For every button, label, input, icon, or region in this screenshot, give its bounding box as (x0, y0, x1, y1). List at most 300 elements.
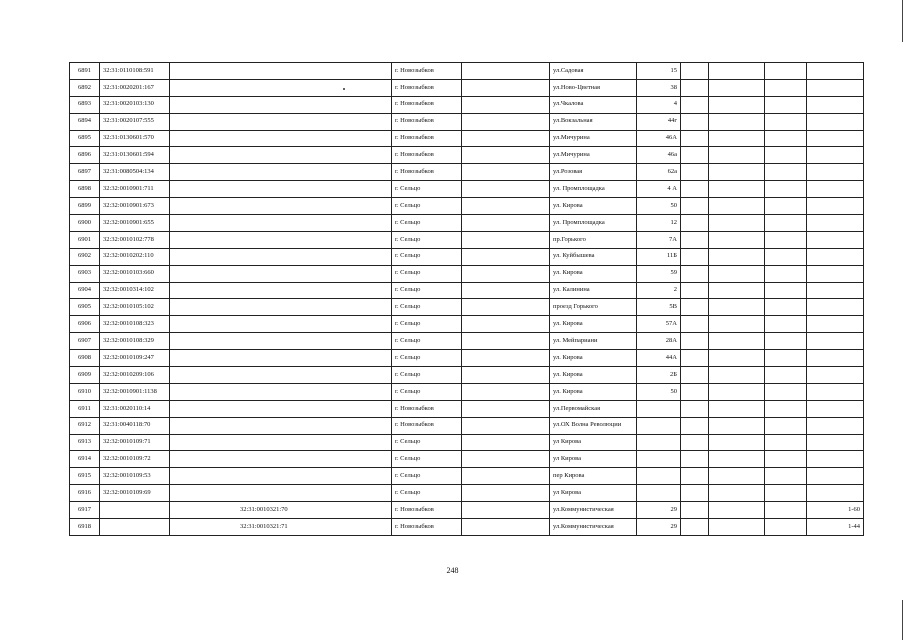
empty-cell (462, 164, 550, 181)
table-row (70, 130, 864, 147)
apartment-range-cell (807, 333, 864, 350)
locality-cell: г. Новозыбков (392, 502, 462, 519)
empty-cell (709, 96, 765, 113)
locality-cell: г. Новозыбков (392, 400, 462, 417)
house-number-cell: 57А (637, 316, 681, 333)
empty-cell (765, 130, 807, 147)
table-row (70, 502, 864, 519)
record-number-cell: 6902 (70, 248, 100, 265)
empty-cell (709, 468, 765, 485)
apartment-range-cell: 1-44 (807, 519, 864, 536)
apartment-range-cell (807, 383, 864, 400)
building-cadastral-cell (170, 130, 392, 147)
empty-cell (462, 63, 550, 80)
house-number-cell: 12 (637, 215, 681, 232)
table-row (70, 519, 864, 536)
house-number-cell: 50 (637, 198, 681, 215)
locality-cell: г. Новозыбков (392, 96, 462, 113)
apartment-range-cell (807, 113, 864, 130)
empty-cell (462, 485, 550, 502)
empty-cell (681, 181, 709, 198)
record-number-cell: 6908 (70, 350, 100, 367)
apartment-range-cell (807, 451, 864, 468)
table-row (70, 96, 864, 113)
building-cadastral-cell (170, 417, 392, 434)
empty-cell (681, 130, 709, 147)
house-number-cell (637, 468, 681, 485)
apartment-range-cell (807, 485, 864, 502)
empty-cell (462, 502, 550, 519)
locality-cell: г. Сельцо (392, 485, 462, 502)
empty-cell (462, 113, 550, 130)
empty-cell (462, 333, 550, 350)
empty-cell (709, 434, 765, 451)
street-cell: ул.Мичурина (550, 130, 637, 147)
cadastral-number-cell (100, 502, 170, 519)
empty-cell (709, 63, 765, 80)
cadastral-number-cell: 32:32:0010103:660 (100, 265, 170, 282)
empty-cell (709, 282, 765, 299)
empty-cell (462, 231, 550, 248)
empty-cell (681, 198, 709, 215)
cadastral-number-cell: 32:32:0010108:323 (100, 316, 170, 333)
register-rows (70, 63, 864, 536)
empty-cell (765, 96, 807, 113)
empty-cell (709, 181, 765, 198)
cadastral-number-cell: 32:32:0010105:102 (100, 299, 170, 316)
street-cell: ул. Кирова (550, 350, 637, 367)
locality-cell: г. Сельцо (392, 231, 462, 248)
house-number-cell: 44г (637, 113, 681, 130)
building-cadastral-cell (170, 333, 392, 350)
house-number-cell: 46а (637, 147, 681, 164)
cadastral-number-cell: 32:31:0130601:570 (100, 130, 170, 147)
record-number-cell: 6905 (70, 299, 100, 316)
building-cadastral-cell (170, 299, 392, 316)
record-number-cell: 6901 (70, 231, 100, 248)
apartment-range-cell (807, 400, 864, 417)
table-row (70, 63, 864, 80)
record-number-cell: 6909 (70, 367, 100, 384)
building-cadastral-cell (170, 282, 392, 299)
street-cell: ул.Мичурина (550, 147, 637, 164)
empty-cell (681, 350, 709, 367)
cadastral-number-cell: 32:32:0010901:1138 (100, 383, 170, 400)
empty-cell (709, 130, 765, 147)
empty-cell (709, 350, 765, 367)
street-cell: ул.ОХ Волна Революции (550, 417, 637, 434)
empty-cell (462, 130, 550, 147)
empty-cell (681, 451, 709, 468)
house-number-cell: 2 (637, 282, 681, 299)
cadastral-number-cell: 32:31:0130601:594 (100, 147, 170, 164)
table-row (70, 468, 864, 485)
cadastral-number-cell: 32:31:0040118:70 (100, 417, 170, 434)
empty-cell (765, 333, 807, 350)
empty-cell (462, 181, 550, 198)
building-cadastral-cell (170, 350, 392, 367)
street-cell: пр.Горького (550, 231, 637, 248)
apartment-range-cell (807, 63, 864, 80)
cadastral-number-cell: 32:32:0010102:778 (100, 231, 170, 248)
locality-cell: г. Новозыбков (392, 113, 462, 130)
street-cell: ул.Ново-Цветная (550, 79, 637, 96)
house-number-cell: 4 (637, 96, 681, 113)
apartment-range-cell (807, 265, 864, 282)
building-cadastral-cell (170, 164, 392, 181)
empty-cell (681, 383, 709, 400)
empty-cell (765, 519, 807, 536)
empty-cell (765, 316, 807, 333)
scan-edge-mark (902, 600, 903, 640)
empty-cell (765, 265, 807, 282)
house-number-cell: 38 (637, 79, 681, 96)
building-cadastral-cell (170, 248, 392, 265)
locality-cell: г. Сельцо (392, 181, 462, 198)
street-cell: ул.Садовая (550, 63, 637, 80)
table-row (70, 333, 864, 350)
empty-cell (462, 350, 550, 367)
locality-cell: г. Сельцо (392, 198, 462, 215)
record-number-cell: 6897 (70, 164, 100, 181)
empty-cell (765, 383, 807, 400)
locality-cell: г. Сельцо (392, 316, 462, 333)
apartment-range-cell (807, 215, 864, 232)
empty-cell (462, 96, 550, 113)
locality-cell: г. Сельцо (392, 215, 462, 232)
record-number-cell: 6906 (70, 316, 100, 333)
street-cell: ул.Первомайская (550, 400, 637, 417)
empty-cell (765, 215, 807, 232)
record-number-cell: 6913 (70, 434, 100, 451)
table-row (70, 282, 864, 299)
record-number-cell: 6914 (70, 451, 100, 468)
record-number-cell: 6910 (70, 383, 100, 400)
house-number-cell: 46А (637, 130, 681, 147)
table-row (70, 198, 864, 215)
locality-cell: г. Сельцо (392, 333, 462, 350)
table-row (70, 417, 864, 434)
empty-cell (709, 451, 765, 468)
empty-cell (765, 502, 807, 519)
cadastral-number-cell: 32:32:0010109:71 (100, 434, 170, 451)
locality-cell: г. Сельцо (392, 468, 462, 485)
house-number-cell (637, 485, 681, 502)
apartment-range-cell (807, 147, 864, 164)
house-number-cell: 7А (637, 231, 681, 248)
street-cell: ул.Розовая (550, 164, 637, 181)
record-number-cell: 6918 (70, 519, 100, 536)
cadastral-number-cell: 32:32:0010901:673 (100, 198, 170, 215)
empty-cell (462, 316, 550, 333)
locality-cell: г. Новозыбков (392, 130, 462, 147)
apartment-range-cell (807, 96, 864, 113)
street-cell: пер Кирова (550, 468, 637, 485)
empty-cell (462, 282, 550, 299)
locality-cell: г. Сельцо (392, 299, 462, 316)
building-cadastral-cell (170, 434, 392, 451)
apartment-range-cell (807, 316, 864, 333)
empty-cell (681, 265, 709, 282)
building-cadastral-cell (170, 147, 392, 164)
record-number-cell: 6894 (70, 113, 100, 130)
house-number-cell: 28А (637, 333, 681, 350)
empty-cell (765, 485, 807, 502)
house-number-cell (637, 434, 681, 451)
street-cell: ул. Кирова (550, 316, 637, 333)
empty-cell (681, 113, 709, 130)
empty-cell (681, 147, 709, 164)
building-cadastral-cell (170, 113, 392, 130)
empty-cell (765, 231, 807, 248)
street-cell: ул.Коммунистическая (550, 502, 637, 519)
empty-cell (462, 434, 550, 451)
empty-cell (765, 63, 807, 80)
empty-cell (709, 215, 765, 232)
locality-cell: г. Сельцо (392, 383, 462, 400)
cadastral-number-cell: 32:31:0080504:134 (100, 164, 170, 181)
building-cadastral-cell: 32:31:0010321:71 (170, 519, 392, 536)
locality-cell: г. Сельцо (392, 282, 462, 299)
record-number-cell: 6915 (70, 468, 100, 485)
table-row (70, 400, 864, 417)
record-number-cell: 6907 (70, 333, 100, 350)
empty-cell (681, 400, 709, 417)
street-cell: ул. Куйбышева (550, 248, 637, 265)
apartment-range-cell (807, 299, 864, 316)
building-cadastral-cell (170, 231, 392, 248)
cadastral-number-cell: 32:32:0010901:655 (100, 215, 170, 232)
street-cell: ул. Кирова (550, 383, 637, 400)
table-row (70, 248, 864, 265)
empty-cell (765, 350, 807, 367)
house-number-cell (637, 417, 681, 434)
apartment-range-cell (807, 181, 864, 198)
record-number-cell: 6895 (70, 130, 100, 147)
empty-cell (681, 63, 709, 80)
empty-cell (681, 316, 709, 333)
locality-cell: г. Новозыбков (392, 63, 462, 80)
empty-cell (681, 164, 709, 181)
cadastral-number-cell: 32:32:0010109:69 (100, 485, 170, 502)
empty-cell (681, 485, 709, 502)
empty-cell (462, 519, 550, 536)
empty-cell (681, 282, 709, 299)
table-row (70, 79, 864, 96)
street-cell: ул. Промплощадка (550, 181, 637, 198)
table-row (70, 316, 864, 333)
locality-cell: г. Сельцо (392, 451, 462, 468)
house-number-cell: 11Б (637, 248, 681, 265)
table-row (70, 383, 864, 400)
cadastral-number-cell: 32:31:0020103:130 (100, 96, 170, 113)
street-cell: ул. Калинина (550, 282, 637, 299)
record-number-cell: 6903 (70, 265, 100, 282)
table-row (70, 113, 864, 130)
apartment-range-cell (807, 79, 864, 96)
building-cadastral-cell (170, 96, 392, 113)
empty-cell (765, 113, 807, 130)
empty-cell (681, 434, 709, 451)
empty-cell (462, 147, 550, 164)
cadastral-number-cell: 32:32:0010209:106 (100, 367, 170, 384)
street-cell: ул. Кирова (550, 265, 637, 282)
building-cadastral-cell (170, 367, 392, 384)
apartment-range-cell (807, 130, 864, 147)
table-row (70, 485, 864, 502)
table-row (70, 215, 864, 232)
empty-cell (709, 316, 765, 333)
table-row (70, 350, 864, 367)
table-row (70, 265, 864, 282)
apartment-range-cell (807, 198, 864, 215)
house-number-cell: 5В (637, 299, 681, 316)
empty-cell (765, 434, 807, 451)
empty-cell (765, 181, 807, 198)
apartment-range-cell (807, 164, 864, 181)
table-row (70, 231, 864, 248)
building-cadastral-cell (170, 383, 392, 400)
street-cell: ул. Кирова (550, 198, 637, 215)
record-number-cell: 6900 (70, 215, 100, 232)
street-cell: ул.Коммунистическая (550, 519, 637, 536)
empty-cell (681, 502, 709, 519)
locality-cell: г. Сельцо (392, 248, 462, 265)
empty-cell (765, 367, 807, 384)
building-cadastral-cell (170, 265, 392, 282)
empty-cell (709, 367, 765, 384)
empty-cell (709, 164, 765, 181)
table-row (70, 367, 864, 384)
empty-cell (462, 215, 550, 232)
empty-cell (462, 248, 550, 265)
empty-cell (765, 451, 807, 468)
house-number-cell: 29 (637, 502, 681, 519)
building-cadastral-cell: 32:31:0010321:70 (170, 502, 392, 519)
empty-cell (765, 299, 807, 316)
empty-cell (462, 265, 550, 282)
empty-cell (462, 400, 550, 417)
empty-cell (709, 265, 765, 282)
empty-cell (462, 79, 550, 96)
street-cell: ул Кирова (550, 451, 637, 468)
building-cadastral-cell (170, 198, 392, 215)
building-cadastral-cell (170, 468, 392, 485)
house-number-cell: 29 (637, 519, 681, 536)
empty-cell (765, 282, 807, 299)
empty-cell (765, 400, 807, 417)
empty-cell (462, 468, 550, 485)
record-number-cell: 6904 (70, 282, 100, 299)
empty-cell (709, 231, 765, 248)
table-row (70, 451, 864, 468)
record-number-cell: 6891 (70, 63, 100, 80)
record-number-cell: 6899 (70, 198, 100, 215)
house-number-cell: 4 А (637, 181, 681, 198)
apartment-range-cell (807, 231, 864, 248)
table-row (70, 434, 864, 451)
empty-cell (681, 299, 709, 316)
record-number-cell: 6912 (70, 417, 100, 434)
building-cadastral-cell (170, 400, 392, 417)
building-cadastral-cell (170, 316, 392, 333)
street-cell: ул.Чкалова (550, 96, 637, 113)
cadastral-number-cell: 32:31:0020201:167 (100, 79, 170, 96)
cadastral-number-cell (100, 519, 170, 536)
locality-cell: г. Сельцо (392, 350, 462, 367)
record-number-cell: 6896 (70, 147, 100, 164)
empty-cell (681, 248, 709, 265)
empty-cell (681, 215, 709, 232)
cadastral-number-cell: 32:32:0010108:329 (100, 333, 170, 350)
locality-cell: г. Новозыбков (392, 417, 462, 434)
table-row (70, 299, 864, 316)
street-cell: проезд Горького (550, 299, 637, 316)
locality-cell: г. Сельцо (392, 265, 462, 282)
locality-cell: г. Новозыбков (392, 519, 462, 536)
house-number-cell (637, 400, 681, 417)
building-cadastral-cell (170, 63, 392, 80)
empty-cell (462, 383, 550, 400)
apartment-range-cell: 1-60 (807, 502, 864, 519)
empty-cell (462, 367, 550, 384)
empty-cell (765, 147, 807, 164)
building-cadastral-cell (170, 485, 392, 502)
empty-cell (681, 468, 709, 485)
empty-cell (709, 502, 765, 519)
apartment-range-cell (807, 434, 864, 451)
empty-cell (765, 417, 807, 434)
street-cell: ул Кирова (550, 485, 637, 502)
record-number-cell: 6911 (70, 400, 100, 417)
locality-cell: г. Новозыбков (392, 164, 462, 181)
empty-cell (709, 400, 765, 417)
cadastral-number-cell: 32:31:0110108:591 (100, 63, 170, 80)
apartment-range-cell (807, 350, 864, 367)
building-cadastral-cell (170, 215, 392, 232)
locality-cell: г. Новозыбков (392, 79, 462, 96)
empty-cell (681, 417, 709, 434)
house-number-cell: 50 (637, 383, 681, 400)
house-number-cell (637, 451, 681, 468)
page-number: 248 (446, 566, 459, 575)
house-number-cell: 59 (637, 265, 681, 282)
cadastral-number-cell: 32:31:0020110:14 (100, 400, 170, 417)
empty-cell (709, 79, 765, 96)
locality-cell: г. Сельцо (392, 434, 462, 451)
empty-cell (765, 164, 807, 181)
record-number-cell: 6917 (70, 502, 100, 519)
building-cadastral-cell (170, 181, 392, 198)
empty-cell (462, 198, 550, 215)
empty-cell (709, 113, 765, 130)
cadastral-number-cell: 32:32:0010901:711 (100, 181, 170, 198)
apartment-range-cell (807, 367, 864, 384)
empty-cell (709, 383, 765, 400)
empty-cell (709, 417, 765, 434)
empty-cell (709, 333, 765, 350)
house-number-cell: 62а (637, 164, 681, 181)
empty-cell (765, 468, 807, 485)
building-cadastral-cell (170, 79, 392, 96)
cadastral-number-cell: 32:32:0010314:102 (100, 282, 170, 299)
empty-cell (462, 417, 550, 434)
house-number-cell: 15 (637, 63, 681, 80)
street-cell: ул.Вокзальная (550, 113, 637, 130)
record-number-cell: 6893 (70, 96, 100, 113)
empty-cell (709, 198, 765, 215)
cadastral-number-cell: 32:31:0020107:555 (100, 113, 170, 130)
